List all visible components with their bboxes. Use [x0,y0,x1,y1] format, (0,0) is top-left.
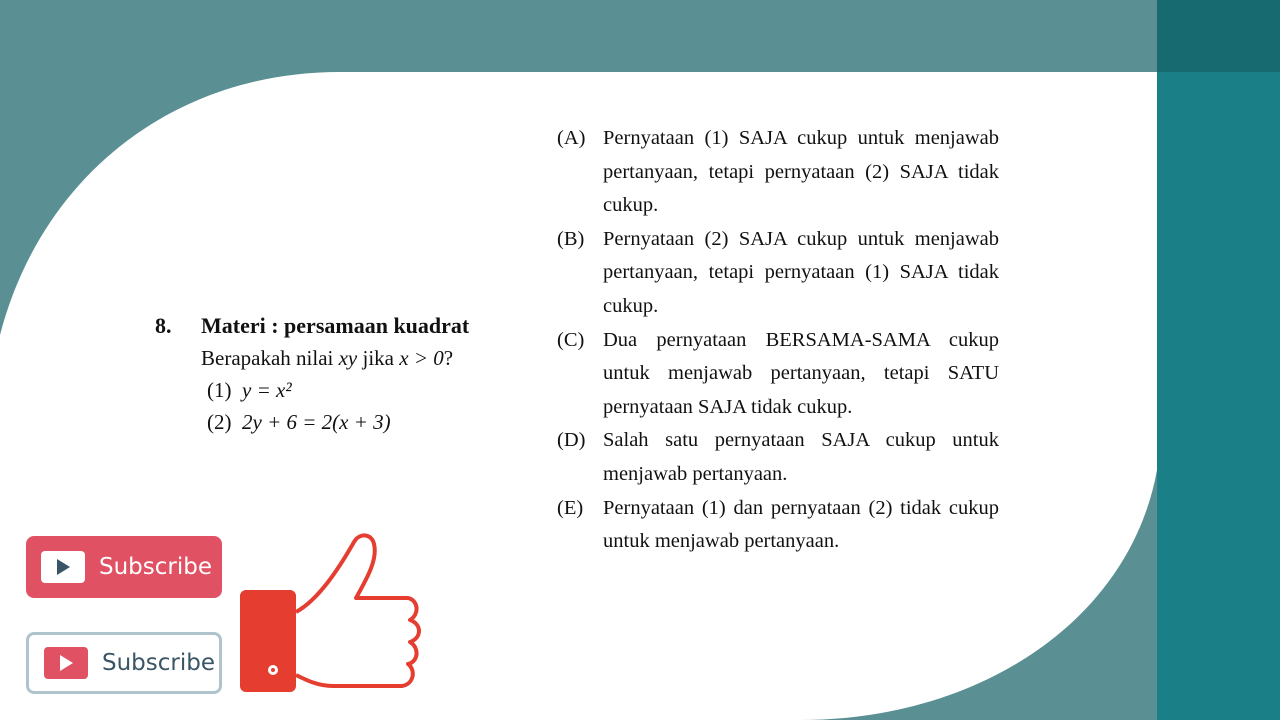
option-d: (D) Salah satu pernyataan SAJA cukup untuk menjawab pertanyaan. [557,429,999,485]
question-prompt: Berapakah nilai xy jika x > 0? [201,346,454,370]
option-b: (B) Pernyataan (2) SAJA cukup untuk menjawab pertanyaan, tetapi pernyataan (1) SAJA tidak cukup. [557,227,999,317]
statement-2: (2) 2y + 6 = 2(x + 3) [207,410,391,434]
subscribe-button-filled[interactable]: Subscribe [26,536,222,598]
thumbs-up-icon [238,530,428,695]
option-a: (A) Pernyataan (1) SAJA cukup untuk menjawab pertanyaan, tetapi pernyataan (2) SAJA tidak cukup. [557,127,999,217]
play-icon [41,551,85,583]
play-icon [44,647,88,679]
question-block [155,310,469,438]
subscribe-button-outline[interactable]: Subscribe [26,632,222,694]
statement-1: (1) y = x² [207,378,292,402]
answer-options [557,122,999,559]
option-c: (C) Dua pernyataan BERSAMA-SAMA cukup untuk menjawab pertanyaan, tetapi SATU pernyataan SAJA tidak cukup. [557,328,999,418]
question-title: 8. Materi : persamaan kuadrat [155,313,470,338]
option-e: (E) Pernyataan (1) dan pernyataan (2) tidak cukup untuk menjawab pertanyaan. [557,496,999,553]
